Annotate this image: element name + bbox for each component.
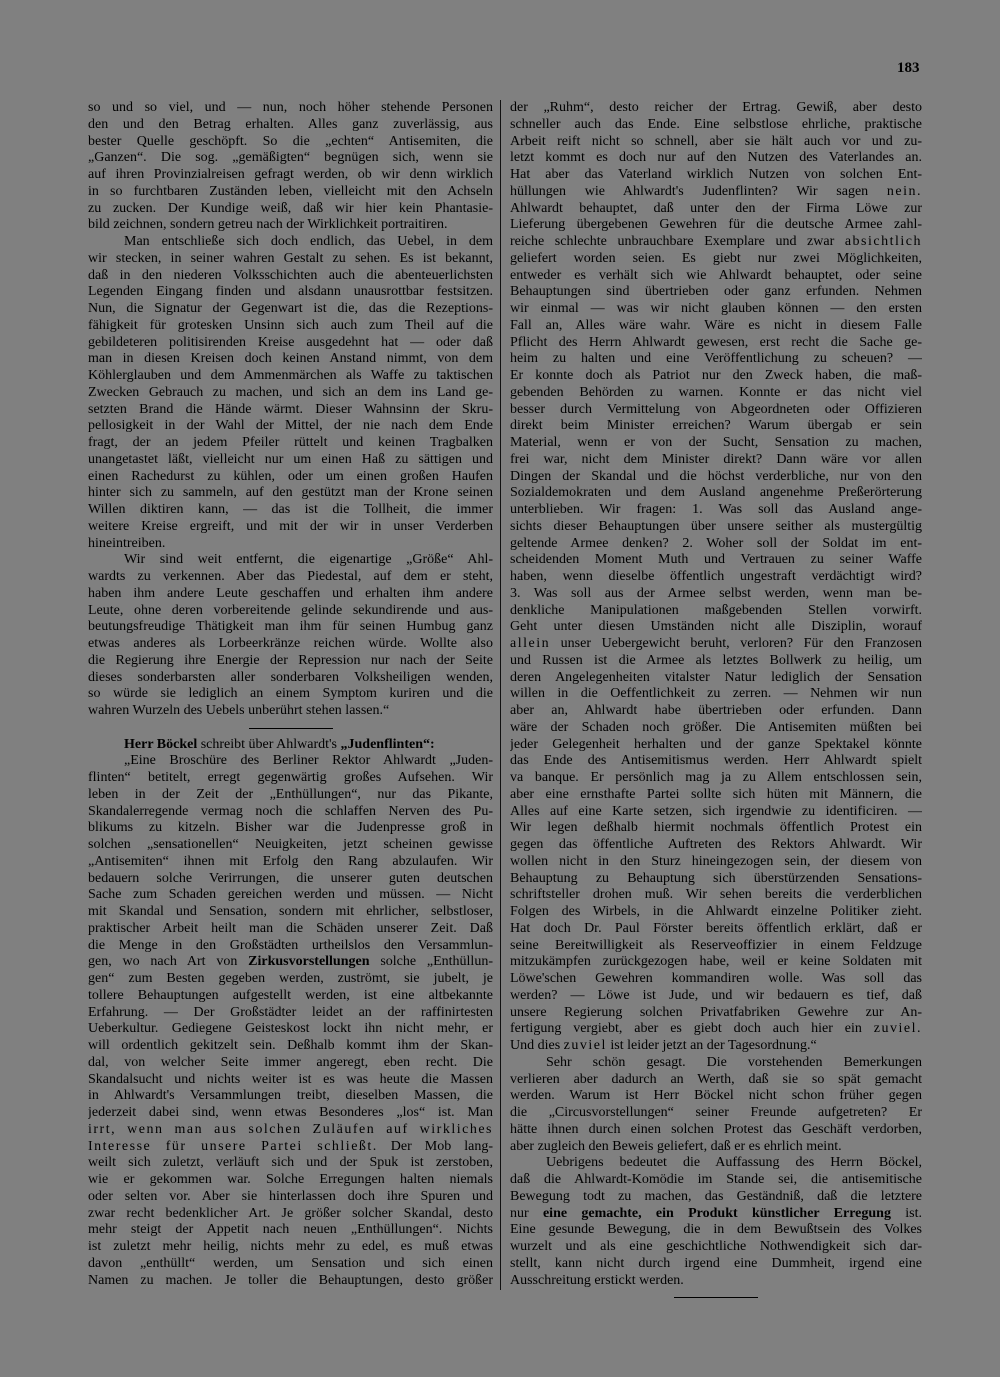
text-line: Ueberkultur. Gediegene Geisteskost lockt ihn nicht mehr, er [88,1021,493,1037]
text-line: haben ihm andere Leute geschaffen und erhalten ihm andere [88,585,493,601]
text-line: so würde sie lediglich an einem Symptom kuriren und die [88,686,493,702]
text-line: leben in der Zeit der „Enthüllungen“, nur das Pikante, [88,786,493,802]
text-line: seine Bereitwilligkeit als Reserveoffizier in einem Feldzuge [510,937,922,953]
text-line: dal, von welcher Seite immer angeregt, eben recht. Die [88,1054,493,1070]
text-line: flinten“ betitelt, erregt gegenwärtig großes Aufsehen. Wir [88,770,493,785]
text-line: aber an, Ahlwardt habe übertrieben oder erfunden. Dann [510,703,922,718]
text-span: Und dies [510,1038,564,1053]
text-line: Hat doch Dr. Paul Förster bereits öffentlich erklärt, daß er [510,920,922,936]
paragraph [88,737,493,754]
text-span: nur [510,1205,543,1221]
text-line: „Eine Broschüre des Berliner Rektor Ahlwardt „Juden- [124,753,493,769]
text-line: mitzukämpfen zurückgezogen habe, weil er keine Soldaten mit [510,954,922,970]
right-text-column [510,100,922,1306]
text-line: Er konnte doch als Patriot nur den Zweck haben, die maß- [510,368,922,383]
spaced-text: absichtlich [844,234,922,249]
spaced-text: nein. [886,183,922,199]
text-line: jeder Gelegenheit herhalten und der ganze Spektakel könnte [510,736,922,752]
text-span: fertigung vergiebt, aber es giebt doch auch hier ein [510,1021,874,1037]
text-line: unterblieben. Wir fragen: 1. Was soll das Ausland ange- [510,502,922,517]
text-line [510,184,922,201]
text-line: schriftsteller drohen muß. Wir sehen bereits die verderblichen [510,887,922,903]
text-line: Pflicht des Herrn Ahlwardt gewesen, erst recht die Sache ge- [510,334,922,350]
text-line: zwar recht bedenklicher Art. Je größer solcher Skandal, desto [88,1205,493,1221]
text-line: und Russen ist die Armee als letztes Bollwerk zu heilig, um [510,652,922,668]
text-line [510,234,922,251]
text-line: mehr steigt der Appetit nach neuen „Enthüllungen“. Nichts [88,1222,493,1238]
text-line: das Ende des Antisemitismus werden. Herr Ahlwardt spielt [510,753,922,769]
left-text-column [88,100,493,1289]
paragraph [510,1155,922,1289]
text-line: Lieferung übergebenen Gewehren für die deutsche Armee zahl- [510,217,922,233]
text-line: wie er gekommen war. Solche Erregungen halten niemals [88,1172,493,1187]
text-line: wardts zu verkennen. Aber das Piedestal, auf dem er steht, [88,569,493,584]
text-line: man in diesen Kreisen doch keinen Anstand nimmt, von dem [88,351,493,367]
paragraph [510,100,922,1055]
text-line: Bewegung todt zu machen, das Geständniß, daß die letztere [510,1188,922,1204]
text-line: direkt beim Minister erreichen? Warum übergab er sein [510,418,922,434]
text-line: will ordentlich gekitzelt sein. Deßhalb kommt ihm der Skan- [88,1038,493,1053]
text-line: Skandalsucht und nichts weiter ist es was heute die Massen [88,1071,493,1087]
text-line: die Regierung ihre Energie der Repression nur nach der Seite [88,652,493,668]
text-line: so und so viel, und — nun, noch höher stehende Personen [88,100,493,115]
text-line: dieses sonderbarsten aller sonderbaren Volksheiligen wenden, [88,669,493,685]
text-line: unangetastet läßt, vielleicht nur um einen Haß zu sättigen und [88,451,493,467]
text-line [88,737,493,754]
text-line: Uebrigens bedeutet die Auffassung des Herrn Böckel, [546,1155,922,1171]
text-line: davon „enthüllt“ werden, um Sensation und sich einen [88,1255,493,1271]
text-line: gebenden Behörden zu warnen. Konnte er das nicht viel [510,384,922,400]
paragraph [510,1055,922,1156]
text-line: heim zu halten und eine Veröffentlichung zu scheuen? — [510,351,922,367]
text-line: jederzeit dabei sind, wenn etwas Besonderes „los“ ist. Man [88,1105,493,1120]
text-line: Sehr schön gesagt. Die vorstehenden Bemerkungen [546,1054,922,1070]
text-span: solche „Enthüllun- [369,954,493,970]
paragraph [88,552,493,720]
text-line: Folgen des Wirbels, in die Ahlwardt einzelne Politiker zieht. [510,904,922,919]
spaced-text: allein [510,636,551,651]
paragraph [88,753,493,1289]
text-line: Fall an, Alles wäre wahr. Wäre es nicht in diesem Falle [510,317,922,333]
text-span: gen, wo nach Art von [88,954,249,970]
spaced-text: irrt, wenn man aus solchen Zuläufen auf wirkliches [88,1121,493,1137]
spaced-text: zuviel [563,1038,607,1053]
bold-text: Zirkusvorstellungen [248,954,370,970]
page-number: 183 [897,60,920,76]
text-line: haben, wenn dieselbe öffentlich ungestraft verdächtigt wird? [510,569,922,584]
text-line: bester Quelle geschöpft. So die „echten“ Antisemiten, die [88,133,493,149]
text-line: besser durch Vermittelung von Abgeordneten oder Offizieren [510,401,922,417]
text-line: tollere Behauptungen aufgestellt werden, ist eine altbekannte [88,987,493,1003]
text-line: oder selten vor. Aber sie hinterlassen doch ihre Spuren und [88,1188,493,1204]
text-line: „Ganzen“. Die sog. „gemäßigten“ begnügen sich, wenn sie [88,150,493,166]
text-line: werden? — Löwe ist Jude, und wir bedauern es tief, daß [510,987,922,1003]
text-line: Eine gesunde Bewegung, die in dem Bewußtsein des Volkes [510,1222,922,1238]
paragraph [88,234,493,552]
text-line [88,1122,493,1139]
text-line: geltende Armee denken? 2. Woher soll der Soldat im ent- [510,535,922,551]
text-line [510,1038,922,1055]
text-line: praktischer Arbeit heilt man die Schäden unserer Zeit. Daß [88,920,493,936]
text-line: Hat aber das Vaterland wirklich Nutzen von solchen Ent- [510,167,922,182]
text-line: solchen „sensationellen“ Neuigkeiten, jetzt scheinen gewisse [88,837,493,852]
text-line: Köhlerglauben und dem Ammenmärchen als Waffe zu taktischen [88,368,493,383]
text-span: unser Uebergewicht beruht, verloren? Für den Franzosen [550,636,922,651]
text-line: letzt kommt es doch nur auf den Nutzen des Vaterlandes an. [510,150,922,166]
text-line: Material, wenn er von der Sucht, Sensation zu machen, [510,435,922,450]
text-line: zu zucken. Der Kundige weiß, daß wir hier kein Phantasie- [88,200,493,216]
bold-text: eine gemachte, ein Produkt künstlicher Erregung [542,1205,891,1221]
text-line: Behauptung zu Behauptung sich überstürzenden Sensations- [510,870,922,886]
section-divider [510,1289,922,1306]
text-line: daß die Ahlwardt-Komödie im Stande sei, die antisemitische [510,1172,922,1187]
text-line: hineintreiben. [88,535,166,551]
text-span: hüllungen wie Ahlwardt's Judenflinten? Wir sagen [510,183,887,199]
text-line: pellosigkeit in der Wahl der Mittel, der nie nach dem Ende [88,418,493,434]
text-line: „Antisemiten“ ihnen mit Erfolg den Rang abzulaufen. Wir [88,853,493,869]
text-line: weilt sich zuletzt, verläuft sich und der Spuk ist zerstoben, [88,1155,493,1171]
text-line: Wir sind weit entfernt, die eigenartige „Größe“ Ahl- [124,552,493,568]
text-line: den und den Betrag erhalten. Alles ganz zuverlässig, aus [88,116,493,132]
text-line: werden. Warum ist Herr Böckel nicht schon früher gegen [510,1088,922,1104]
text-line: Geht unter diesen Umständen nicht alle Disziplin, worauf [510,619,922,635]
text-line: Namen zu machen. Je toller die Behauptungen, desto größer [88,1272,493,1288]
text-line: gen“ zum Besten gegeben werden, zuströmt, sie jubelt, je [88,971,493,986]
text-span: Der Mob lang- [377,1138,493,1154]
text-line: wurzelt und als eine geschichtliche Nothwendigkeit sich dar- [510,1239,922,1254]
text-line: beutungsfreudige Thätigkeit man ihm für seinen Humbug ganz [88,619,493,635]
text-line: der „Ruhm“, desto reicher der Ertrag. Gewiß, aber desto [510,100,922,115]
text-line: geliefert worden seien. Es giebt nur zwei Möglichkeiten, [510,250,922,266]
text-line: in Ahlwardt's Versammlungen treibt, dieselben Massen, die [88,1088,493,1104]
text-line: hätte ihnen durch einen solchen Protest das Geschäft verdorben, [510,1121,922,1137]
text-line: blikums zu kitzeln. Bisher war die Judenpresse groß in [88,820,493,836]
text-line: wir stecken, in seiner wahren Gestalt zu sehen. Es ist bekannt, [88,250,493,266]
text-line: entweder es verhält sich wie Ahlwardt behauptet, oder seine [510,267,922,283]
text-line: mit Skandal und Sensation, sondern mit ehrlicher, selbstloser, [88,904,493,919]
text-line: Sache zum Schaden gereichen werden und müssen. — Nicht [88,887,493,903]
text-line: unsere Regierung solchen Privatfabriken Gewehre zur An- [510,1004,922,1020]
text-line: sichts dieser Behauptungen über unsere seither als mustergültig [510,518,922,534]
text-line: Man entschließe sich doch endlich, das Uebel, in dem [124,234,493,249]
text-line: stellt, kann nicht durch irgend eine Dummheit, irgend eine [510,1255,922,1271]
text-line: willen in die Oeffentlichkeit zu zerren. — Nehmen wir nun [510,686,922,702]
text-line: gegen das öffentliche Auftreten des Rektors Ahlwardt. Wir [510,837,922,852]
text-line: Dingen der Skandal und die höchst verderbliche, nur von den [510,468,922,484]
text-line: fähigkeit für grotesken Unsinn sich auch zum Theil auf die [88,317,493,333]
text-line: wir einmal — was wir nicht glauben können — den ersten [510,301,922,316]
section-divider [88,720,493,737]
paragraph [88,100,493,234]
text-line: Skandalerregende vermag noch die schlaffen Nerven des Pu- [88,803,493,819]
text-line: etwas anderes als Lorbeerkränze reichen würde. Wollte also [88,636,493,651]
text-line: Erfahrung. — Der Großstädter leidet an der raffinirtesten [88,1004,493,1020]
text-line: wäre der Schaden noch größer. Die Antisemiten müßten bei [510,719,922,735]
text-line: fragt, der an jedem Pfeiler rüttelt und keinen Tragbalken [88,435,493,450]
column-divider [500,100,501,1290]
text-line: Arbeit reift nicht so schnell, aber sie hält auch vor und zu- [510,133,922,149]
text-line: Willen diktiren kann, — das ist die Tollheit, die immer [88,502,493,517]
text-line: va banque. Er persönlich mag ja zu Allem entschlossen sein, [510,770,922,785]
text-line: Sozialdemokraten und dem Ausland angenehme Preßerörterung [510,485,922,501]
text-line: Löwe'schen Gewehren kommandiren wolle. Was soll das [510,971,922,986]
text-line: hinter sich zu sammeln, auf den gestützt man der Krone seinen [88,485,493,501]
text-line: deren Angelegenheiten vitalster Natur lediglich der Sensation [510,669,922,685]
bold-text: „Judenflinten“: [340,736,435,752]
text-line: in so furchtbaren Zuständen leben, vielleicht mit den Achseln [88,183,493,199]
text-line: aber zugleich den Beweis geliefert, daß er es ehrlich meint. [510,1138,842,1154]
text-line: bedauern solche Verirrungen, die unserer guten deutschen [88,870,493,886]
text-span: schreibt über Ahlwardt's [197,736,341,752]
text-line: auf ihren Provinzialreisen gefragt werden, ob wir denn wirklich [88,167,493,182]
text-line: weitere Kreise ergreift, und mit der wir in unser Verderben [88,518,493,534]
text-line: bild zeichnen, sondern getreu nach der Wirklichkeit portraitiren. [88,217,448,233]
text-line: Legenden Eingang finden und alsdann unausrottbar festsitzen. [88,284,493,300]
text-line: schneller auch das Ende. Eine selbstlose ehrliche, praktische [510,116,922,132]
text-line: einen Rachedurst zu kühlen, oder um einen großen Haufen [88,468,493,484]
text-line: verlieren aber dadurch an Werth, daß sie so spät gemacht [510,1071,922,1087]
text-line: frei war, nicht dem Minister direkt? Dann wäre vor allen [510,451,922,467]
text-line: daß in den niederen Volksschichten auch die abenteuerlichsten [88,267,493,283]
text-line [88,954,493,971]
text-span: ist. [890,1205,922,1221]
text-line [88,1139,493,1156]
text-span: reiche schlechte unbrauchbare Exemplare und zwar [510,234,845,249]
text-line: wahren Wurzeln des Uebels unberührt stehen lassen.“ [88,703,390,718]
text-line: Wir legen deßhalb hiermit nochmals öffentlich Protest ein [510,820,922,836]
text-line: aber eine ernsthafte Partei sollte sich hüten mit Männern, die [510,786,922,802]
text-line: ist zuletzt mehr heilig, nichts mehr zu edel, es muß etwas [88,1239,493,1254]
text-line: denkliche Manipulationen maßgebenden Stellen vorwirft. [510,602,922,618]
text-line [510,1206,922,1223]
text-line: 3. Was soll aus der Armee selbst werden, wenn man be- [510,585,922,601]
text-line: Behauptungen sind übertrieben oder ganz erfunden. Nehmen [510,284,922,300]
text-line: setzten Brand die Hände wärmt. Dieser Wahnsinn der Skru- [88,401,493,417]
text-span: ist leider jetzt an der Tagesordnung.“ [606,1038,817,1053]
text-line [510,1021,922,1038]
text-line: die Menge in den Großstädten urtheilslos den Versammlun- [88,937,493,953]
spaced-text: zuviel. [873,1021,922,1037]
text-line: Zwecken Gebrauch zu machen, und sich an dem ins Land ge- [88,384,493,400]
text-line: wollen nicht in den Sturz hineingezogen sein, der diesem von [510,853,922,869]
bold-text: Herr Böckel [124,736,198,752]
spaced-text: Interesse für unsere Partei schließt. [88,1138,378,1154]
text-line: Nun, die Signatur der Gegenwart ist die, das die Rezeptions- [88,301,493,316]
text-line: Ausschreitung erstickt werden. [510,1272,684,1288]
text-line: Ahlwardt behauptet, daß unter den der Firma Löwe zur [510,200,922,216]
text-line: scheidenden Moment Muth und Vertrauen zu seiner Waffe [510,552,922,568]
text-line [510,636,922,653]
text-line: die „Circusvorstellungen“ seiner Freunde aufgetreten? Er [510,1105,922,1120]
text-line: Alles auf eine Karte setzen, sich irgendwie zu identificiren. — [510,803,922,819]
text-line: gebildeteren politisirenden Kreise ausgedehnt hat — oder daß [88,334,493,350]
text-line: Leute, ohne deren vorbereitende gelinde sekundirende und aus- [88,602,493,618]
